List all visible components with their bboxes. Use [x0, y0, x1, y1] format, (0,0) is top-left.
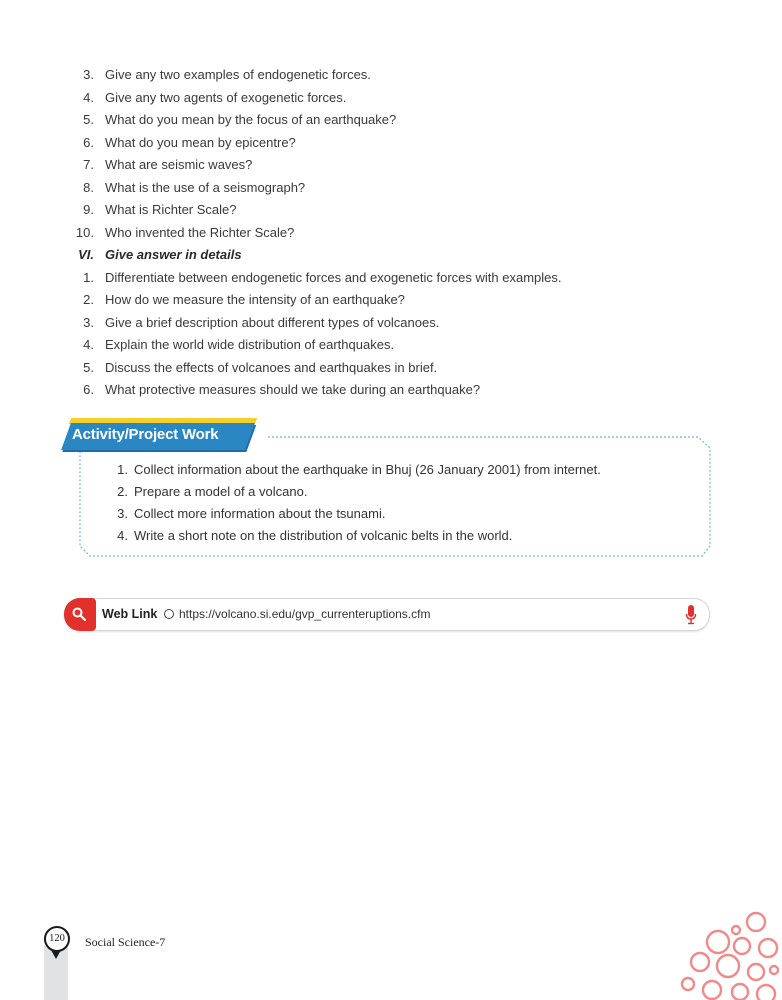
item-text: Explain the world wide distribution of earthquakes.	[105, 337, 395, 352]
list-item	[0, 379, 760, 402]
search-button[interactable]	[64, 598, 96, 631]
item-text: What are seismic waves?	[105, 157, 253, 172]
list-item	[0, 64, 760, 87]
item-number: 7.	[83, 157, 94, 172]
item-number: 3.	[117, 506, 128, 521]
activity-title: Activity/Project Work	[72, 426, 219, 443]
section-heading	[0, 244, 760, 267]
question-list	[0, 64, 760, 402]
web-link-bar[interactable]	[64, 598, 710, 631]
item-number: 6.	[83, 382, 94, 397]
section-title: Give answer in details	[105, 247, 242, 262]
item-text: Give any two agents of exogenetic forces.	[105, 89, 347, 105]
page-number: 120	[44, 926, 70, 952]
item-text: Give a brief description about different types of volcanoes.	[105, 314, 440, 330]
web-link-url[interactable]: https://volcano.si.edu/gvp_currenteruptions.cfm	[179, 607, 431, 621]
circle-bullet-icon	[164, 609, 174, 619]
item-text: Differentiate between endogenetic forces and exogenetic forces with examples.	[105, 269, 562, 285]
item-number: 9.	[83, 202, 94, 217]
list-item	[0, 109, 760, 132]
search-icon	[72, 607, 86, 621]
item-text: What is the use of a seismograph?	[105, 179, 306, 195]
item-number: 5.	[83, 359, 94, 375]
item-text: Who invented the Richter Scale?	[105, 224, 295, 240]
item-number: 10.	[75, 224, 94, 240]
item-text: What is Richter Scale?	[105, 202, 237, 217]
list-item	[0, 87, 760, 110]
item-text: Discuss the effects of volcanoes and earthquakes in brief.	[105, 359, 438, 375]
item-text: Give any two examples of endogenetic forces.	[105, 67, 371, 82]
item-text: Prepare a model of a volcano.	[134, 484, 308, 499]
item-number: 3.	[83, 67, 94, 82]
microphone-icon[interactable]	[685, 605, 697, 625]
item-number: 4.	[117, 528, 128, 543]
item-number: 4.	[83, 89, 94, 105]
activity-heading	[64, 418, 264, 452]
list-item	[0, 154, 760, 177]
item-number: 3.	[83, 314, 94, 330]
list-item	[0, 267, 760, 290]
item-number: 6.	[83, 134, 94, 150]
item-text: What do you mean by the focus of an earthquake?	[105, 112, 397, 127]
decorative-circles-icon	[670, 900, 782, 1000]
item-text: Collect information about the earthquake in Bhuj (26 January 2001) from internet.	[134, 462, 601, 477]
item-text: How do we measure the intensity of an earthquake?	[105, 292, 405, 307]
item-text: What protective measures should we take during an earthquake?	[105, 382, 481, 397]
activity-box	[78, 436, 710, 556]
list-item	[0, 132, 760, 155]
list-item	[0, 312, 760, 335]
item-number: 2.	[83, 292, 94, 307]
item-number: 8.	[83, 179, 94, 195]
list-item	[0, 357, 760, 380]
item-text: Write a short note on the distribution of volcanic belts in the world.	[134, 528, 513, 543]
item-number: 2.	[117, 484, 128, 499]
list-item	[0, 289, 760, 312]
item-number: 5.	[83, 112, 94, 127]
book-title: Social Science-7	[85, 935, 166, 949]
list-item	[0, 222, 760, 245]
item-number: 1.	[117, 462, 128, 477]
item-text: Collect more information about the tsunami.	[134, 506, 386, 521]
item-number: 1.	[83, 269, 94, 285]
item-text: What do you mean by epicentre?	[105, 134, 296, 150]
list-item	[0, 334, 760, 357]
list-item	[0, 177, 760, 200]
web-link-label: Web Link	[102, 607, 158, 621]
list-item	[0, 199, 760, 222]
item-number: 4.	[83, 337, 94, 352]
section-number: VI.	[78, 247, 94, 262]
